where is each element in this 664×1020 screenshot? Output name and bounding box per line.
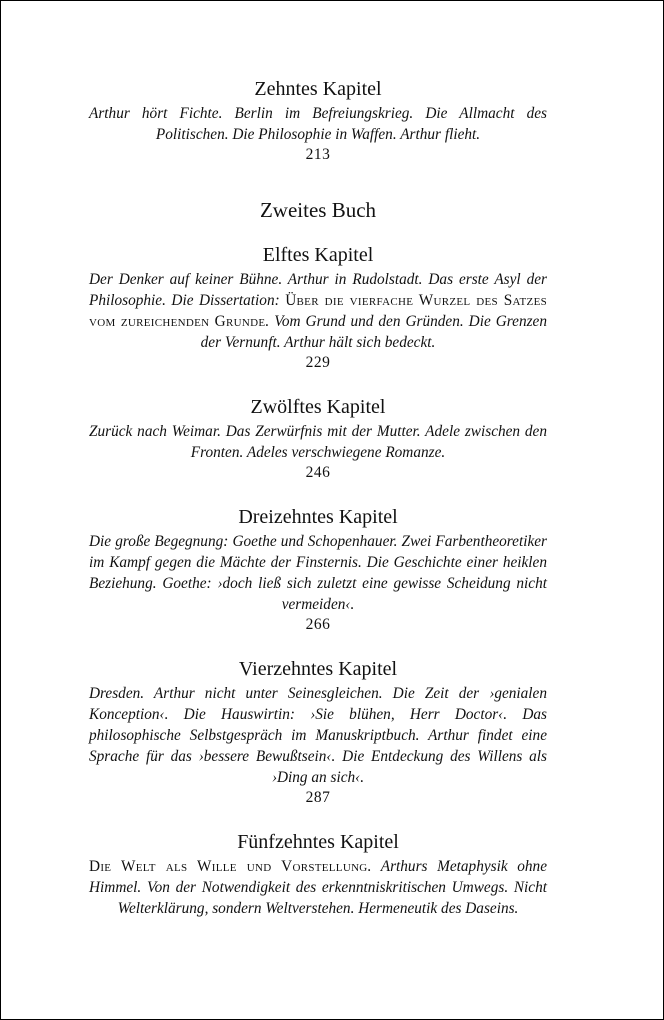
chapter-entry-10 [89, 77, 547, 165]
chapter-summary: Dresden. Arthur nicht unter Seinesgleichen. Die Zeit der ›genialen Konception‹. Die Hauswirtin: ›Sie blühen, Herr Doctor‹. Das philosophische Selbstgespräch im Manuskriptbuch. Arthur findet eine Sprache für das ›bessere Bewußtsein‹. Die Entdeckung des Willens als ›Ding an sich‹. [89, 685, 547, 786]
chapter-summary: Arthur hört Fichte. Berlin im Befreiungskrieg. Die Allmacht des Politischen. Die Philosophie in Waffen. Arthur flieht. [89, 105, 547, 143]
summary-text: Der Denker auf keiner Bühne. Arthur in Rudolstadt. Das erste Asyl der Philosophie. Die Dissertation: [89, 271, 547, 309]
summary-text: . Arthurs Metaphysik ohne Himmel. Von der Notwendigkeit des erkenntniskritischen Umwegs. Nicht Welterklärung, sondern Weltverstehen. Hermeneutik des Daseins. [89, 858, 547, 917]
chapter-summary [89, 856, 547, 919]
chapter-page-number: 266 [305, 616, 331, 633]
chapter-title: Dreizehntes Kapitel [238, 506, 398, 528]
chapter-page-number: 287 [305, 789, 331, 806]
summary-text: . Vom Grund und den Gründen. Die Grenzen der Vernunft. Arthur hält sich bedeckt. [200, 313, 547, 351]
chapter-page-number: 246 [305, 464, 331, 481]
chapter-entry-14 [89, 657, 547, 808]
chapter-entry-13 [89, 505, 547, 635]
chapter-entry-15 [89, 830, 547, 919]
chapter-title: Vierzehntes Kapitel [238, 658, 398, 680]
chapter-summary: Zurück nach Weimar. Das Zerwürfnis mit der Mutter. Adele zwischen den Fronten. Adeles verschwiegene Romanze. [89, 423, 547, 461]
chapter-title: Zwölftes Kapitel [250, 396, 386, 418]
chapter-title: Elftes Kapitel [262, 244, 374, 266]
table-of-contents [89, 77, 547, 919]
chapter-title: Fünfzehntes Kapitel [237, 831, 399, 853]
chapter-page-number: 229 [305, 354, 331, 371]
chapter-summary: Die große Begegnung: Goethe und Schopenhauer. Zwei Farbentheoretiker im Kampf gegen die Mächte der Finsternis. Die Geschichte einer heiklen Beziehung. Goethe: ›doch ließ sich zuletzt eine gewisse Scheidung nicht vermeiden‹. [89, 533, 547, 613]
chapter-entry-11 [89, 243, 547, 373]
work-title-smallcaps: Über die vierfache Wurzel des Satzes vom zureichenden Grunde [89, 292, 548, 330]
chapter-title: Zehntes Kapitel [254, 78, 382, 100]
work-title-smallcaps: Die Welt als Wille und Vorstellung [89, 858, 368, 875]
book-heading: Zweites Buch [259, 198, 377, 222]
chapter-entry-12 [89, 395, 547, 483]
chapter-page-number: 213 [305, 146, 331, 163]
chapter-summary [89, 269, 547, 353]
